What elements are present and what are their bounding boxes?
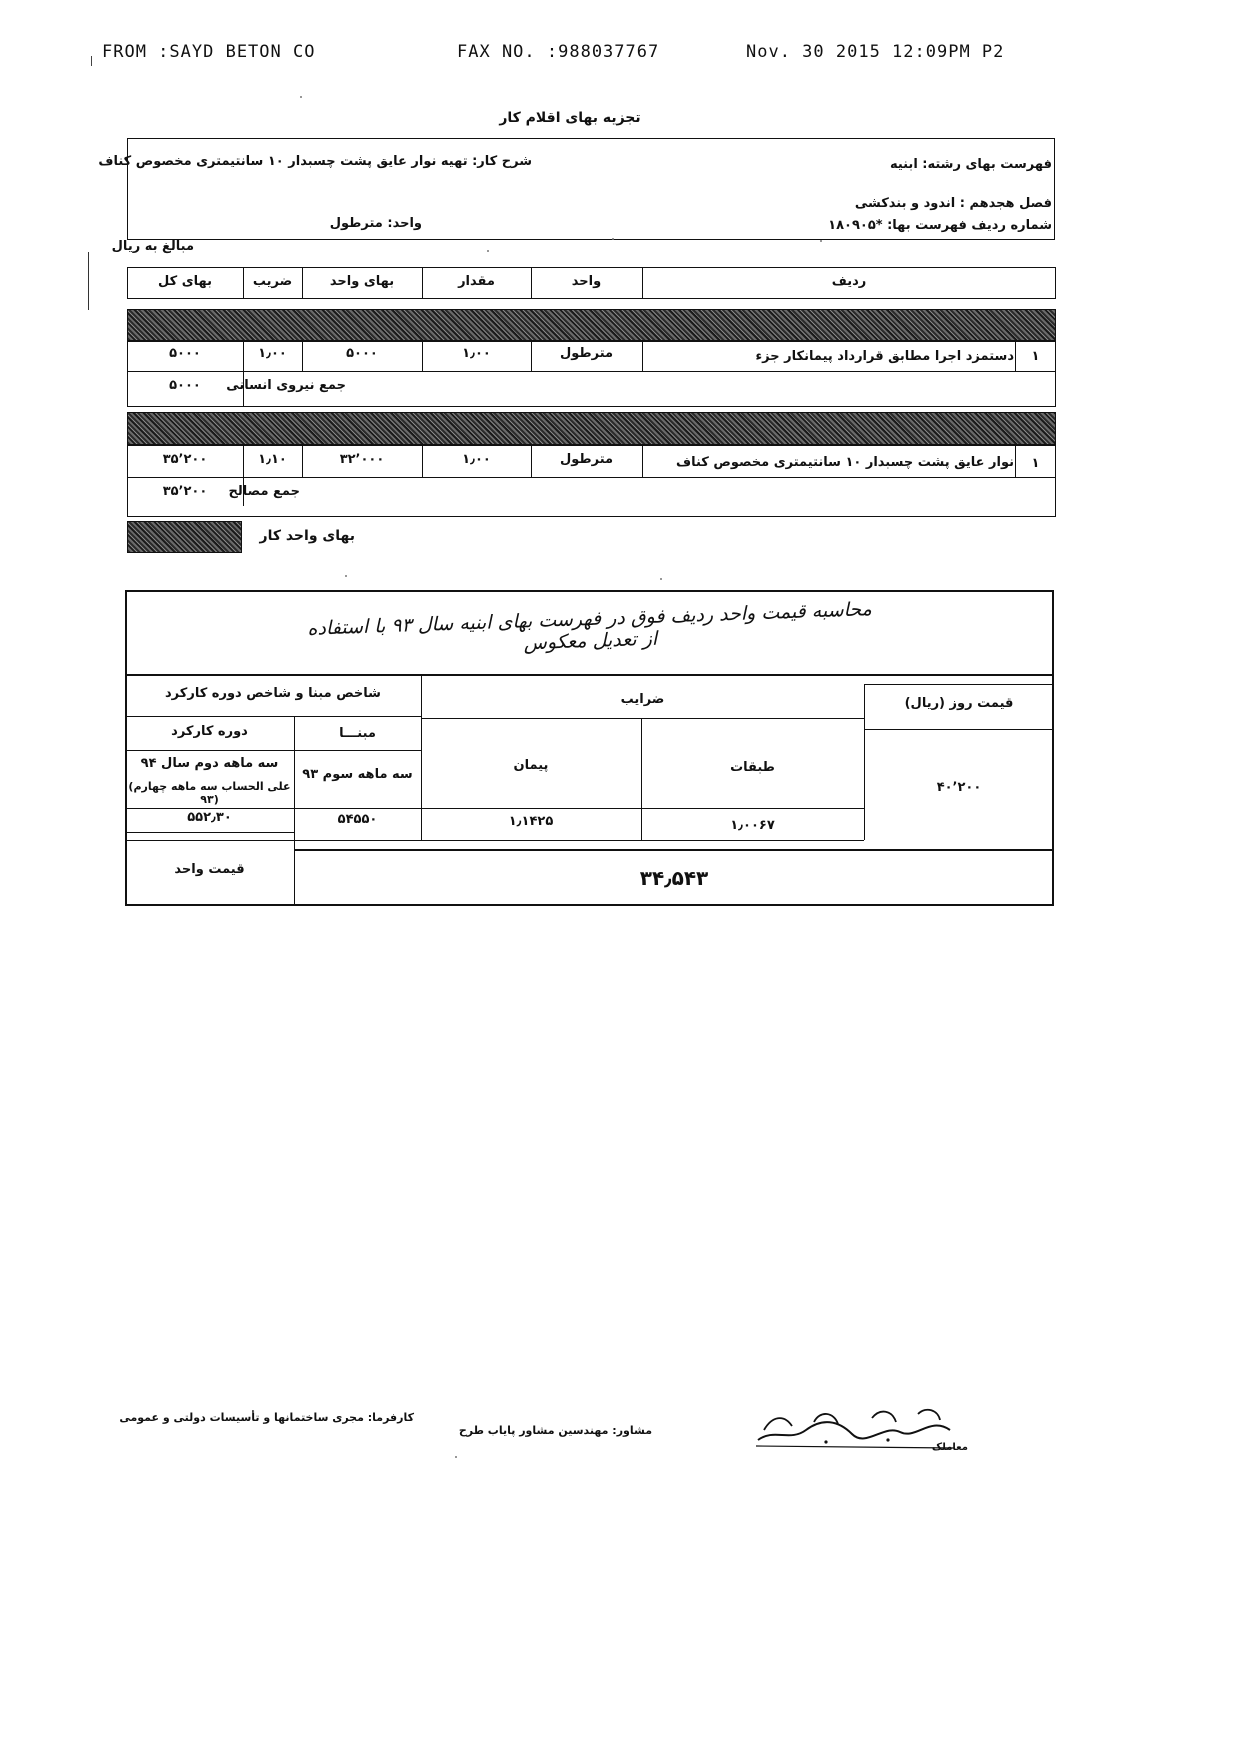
labor-row-unit: مترطول bbox=[559, 346, 614, 361]
materials-sum-value: ۳۵٬۲۰۰ bbox=[162, 484, 208, 499]
labor-row-description: دستمزد اجرا مطابق قرارداد پیمانکار جزء bbox=[755, 349, 1014, 364]
labor-row-quantity: ۱٫۰۰ bbox=[462, 346, 491, 361]
materials-row-description: نوار عایق پشت چسبدار ۱۰ سانتیمتری مخصوص کناف bbox=[675, 455, 1014, 470]
period-label: دوره کارکرد bbox=[171, 724, 248, 739]
row-number-field: شماره ردیف فهرست بها: *۱۸۰۹۰۵ bbox=[828, 218, 1052, 233]
base-description: سه ماهه سوم ۹۳ bbox=[302, 767, 413, 782]
floors-value: ۱٫۰۰۶۷ bbox=[730, 818, 775, 833]
amounts-note: مبالغ به ریال bbox=[111, 239, 194, 254]
period-value: ۵۵۲٫۳۰ bbox=[187, 810, 232, 825]
materials-sum-label: جمع مصالح bbox=[228, 484, 300, 499]
labor-sum-value: ۵۰۰۰ bbox=[169, 378, 201, 393]
employer-text: کارفرما: مجری ساختمانها و تأسیسات دولتی و عمومی bbox=[119, 1411, 414, 1424]
header-unit-price: بهای واحد bbox=[329, 274, 395, 289]
materials-row-quantity: ۱٫۰۰ bbox=[462, 452, 491, 467]
labor-section-header bbox=[127, 309, 1056, 341]
materials-row-number: ۱ bbox=[1031, 456, 1040, 471]
contract-label: پیمان bbox=[513, 758, 549, 773]
unit-price-label: قیمت واحد bbox=[174, 862, 245, 877]
labor-row-total: ۵۰۰۰ bbox=[169, 346, 201, 361]
unit-price-value: ۳۴٫۵۴۳ bbox=[639, 866, 709, 890]
header-coefficient: ضریب bbox=[252, 274, 293, 289]
period-description: سه ماهه دوم سال ۹۴ bbox=[140, 756, 279, 771]
contract-value: ۱٫۱۴۲۵ bbox=[508, 814, 554, 829]
daily-price-value: ۴۰٬۲۰۰ bbox=[936, 780, 982, 795]
materials-row-unit-price: ۳۲٬۰۰۰ bbox=[339, 452, 385, 467]
fax-number: FAX NO. :988037767 bbox=[457, 42, 660, 62]
chapter-field: فصل هجدهم : اندود و بندکشی bbox=[854, 196, 1052, 211]
materials-row-unit: مترطول bbox=[559, 452, 614, 467]
index-label: شاخص مبنا و شاخص دوره کارکرد bbox=[165, 686, 381, 701]
labor-sum-label: جمع نیروی انسانی bbox=[226, 378, 346, 393]
materials-row-coefficient: ۱٫۱۰ bbox=[258, 452, 287, 467]
period-note: (علی الحساب سه ماهه چهارم ۹۳) bbox=[128, 780, 291, 806]
fax-from: FROM :SAYD BETON CO bbox=[102, 42, 316, 62]
fax-date: Nov. 30 2015 12:09PM P2 bbox=[746, 42, 1005, 62]
daily-price-label: قیمت روز (ریال) bbox=[904, 696, 1014, 711]
materials-row-total: ۳۵٬۲۰۰ bbox=[162, 452, 208, 467]
floors-label: طبقات bbox=[730, 760, 775, 775]
coefficients-label: ضرایب bbox=[620, 692, 665, 707]
labor-row-coefficient: ۱٫۰۰ bbox=[258, 346, 287, 361]
unit-field: واحد: مترطول bbox=[329, 216, 422, 231]
contractor-label: معاملک bbox=[931, 1442, 968, 1453]
scan-mark bbox=[91, 56, 92, 66]
labor-row-number: ۱ bbox=[1031, 349, 1040, 364]
scan-mark bbox=[88, 252, 89, 310]
base-value: ۵۴۵۵۰ bbox=[337, 812, 378, 827]
materials-section-header bbox=[127, 412, 1056, 445]
header-unit: واحد bbox=[571, 274, 602, 289]
price-list-field: فهرست بهای رشته: ابنیه bbox=[889, 157, 1052, 172]
header-quantity: مقدار bbox=[458, 274, 495, 289]
header-total: بهای کل bbox=[158, 274, 212, 289]
unit-work-price-value bbox=[127, 521, 242, 553]
work-description: شرح کار: تهیه نوار عایق پشت چسبدار ۱۰ سانتیمتری مخصوص کناف bbox=[98, 154, 532, 169]
document-title: تجزیه بهای اقلام کار bbox=[499, 110, 641, 126]
header-row: ردیف bbox=[831, 274, 867, 289]
handwritten-calculation-title: محاسبه قیمت واحد ردیف فوق در فهرست بهای ابنیه سال ۹۳ با استفاده از تعدیل معکوس bbox=[307, 598, 873, 655]
consultant-text: مشاور: مهندسین مشاور پایاب طرح bbox=[458, 1424, 652, 1437]
labor-row-unit-price: ۵۰۰۰ bbox=[346, 346, 378, 361]
base-label: مبنـــا bbox=[339, 726, 376, 741]
unit-work-price-label: بهای واحد کار bbox=[259, 528, 355, 544]
